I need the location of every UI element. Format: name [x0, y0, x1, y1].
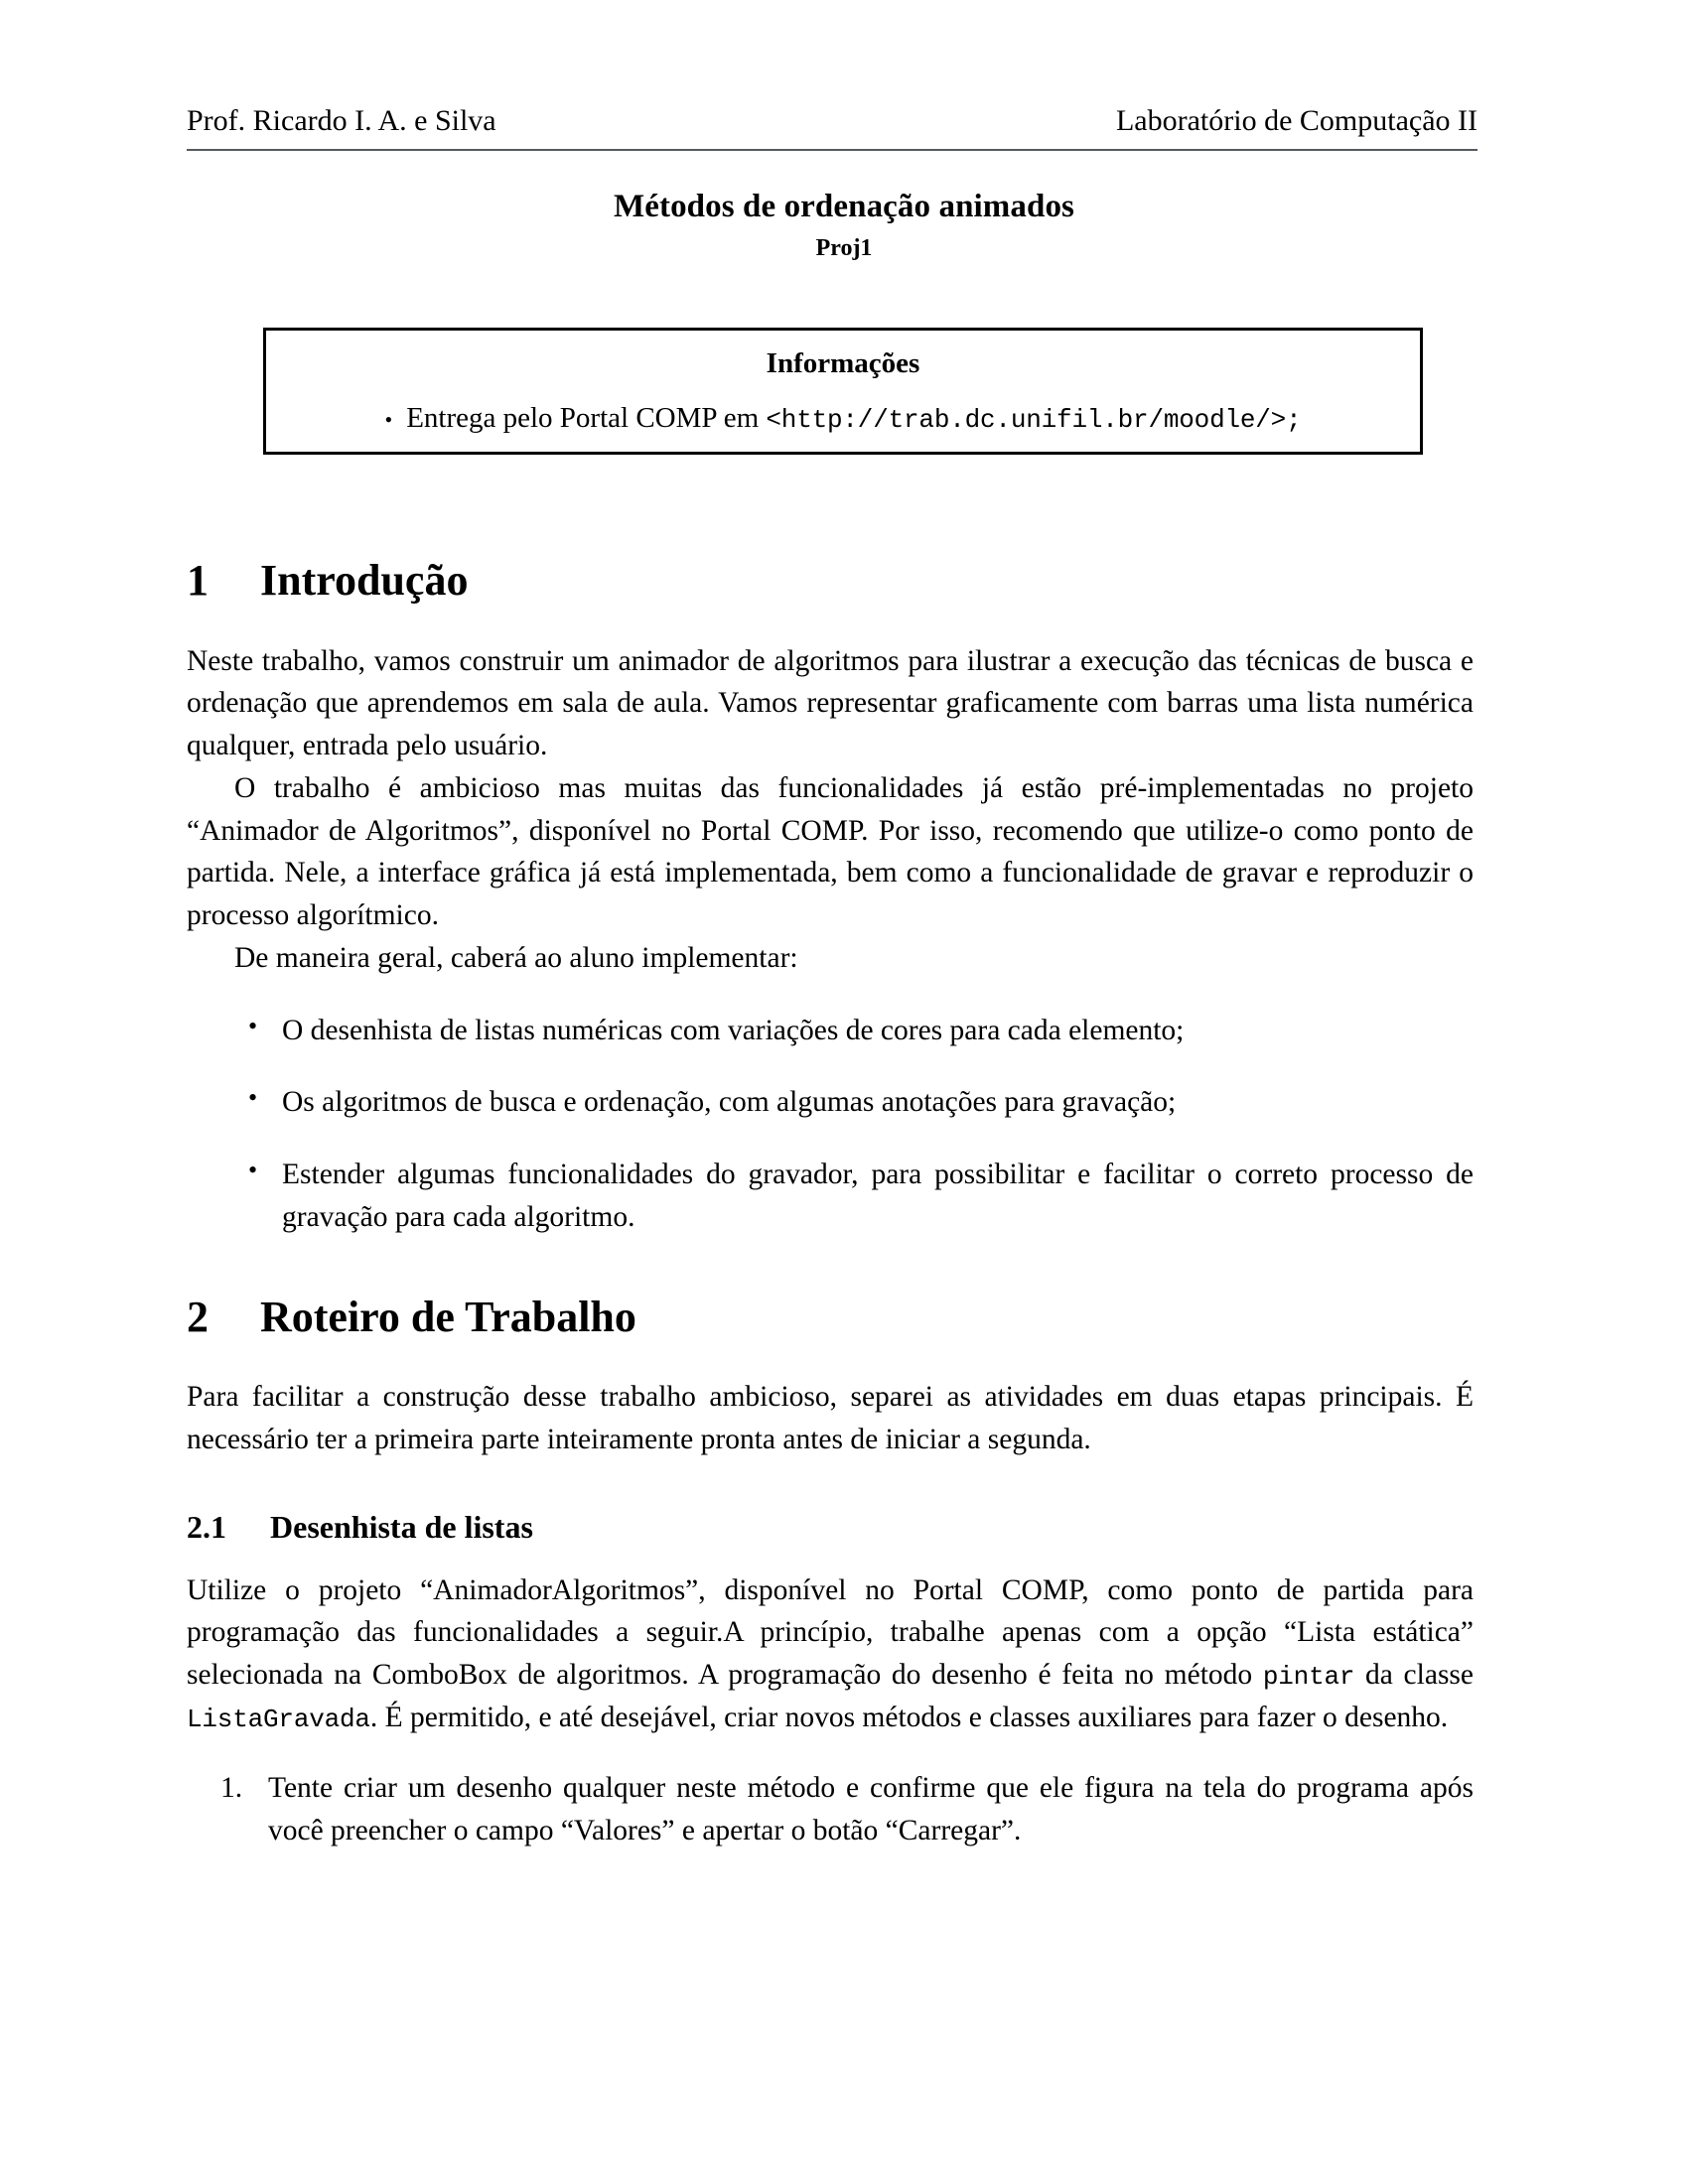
section1-bullet-list — [187, 1010, 1474, 1239]
document-body — [187, 556, 1474, 1875]
code-term-listagravada: ListaGravada — [187, 1705, 370, 1734]
info-box-list — [266, 402, 1420, 435]
info-box-item-text — [406, 402, 1301, 435]
subsection2-1-numbered-list — [187, 1767, 1474, 1852]
info-box-item — [266, 402, 1420, 435]
document-subtitle: Proj1 — [815, 235, 873, 261]
section1-paragraph-3: De maneira geral, caberá ao aluno implementar: — [234, 941, 798, 974]
info-box-heading: Informações — [766, 347, 920, 379]
list-item: Tente criar um desenho qualquer neste método e confirme que ele figura na tela do programa após você preencher o campo “Valores” e apertar o botão “Carregar”. — [268, 1771, 1474, 1846]
para-text-a: Utilize o projeto “AnimadorAlgoritmos”, disponível no Portal COMP, como ponto de partida para programação das funcionalidades a seguir.A princípio, trabalhe apenas com a opção “Lista estática” selecionada na ComboBox de algoritmos. A programação do desenho é feita no método — [187, 1573, 1474, 1692]
section-heading-1 — [187, 556, 1474, 607]
subsection2-1-paragraph-1 — [187, 1570, 1474, 1739]
section2-paragraph-1: Para facilitar a construção desse trabalho ambicioso, separei as atividades em duas etapas principais. É necessário ter a primeira parte inteiramente pronta antes de iniciar a segunda. — [187, 1381, 1474, 1456]
header-author: Prof. Ricardo I. A. e Silva — [187, 104, 496, 137]
subsection-heading-2-1 — [187, 1509, 1474, 1546]
para-text-b: da classe — [1354, 1659, 1474, 1692]
section-title-1: Introdução — [260, 556, 469, 605]
subsection-title-2-1: Desenhista de listas — [270, 1508, 533, 1545]
para-text-c: . É permitido, e até desejável, criar novos métodos e classes auxiliares para fazer o desenho. — [369, 1702, 1449, 1733]
subsection-number-2-1: 2.1 — [187, 1508, 226, 1545]
list-item: • O desenhista de listas numéricas com variações de cores para cada elemento; — [248, 1010, 1474, 1052]
bullet-icon: • — [384, 407, 393, 432]
info-box-item-prefix: Entrega pelo Portal COMP em — [406, 402, 767, 434]
spacer — [187, 1239, 1474, 1293]
section-heading-2 — [187, 1293, 1474, 1343]
spacer — [187, 1461, 1474, 1509]
section1-paragraph-2: O trabalho é ambicioso mas muitas das funcionalidades já estão pré-implementadas no projeto “Animador de Algoritmos”, disponível no Portal COMP. Por isso, recomendo que utilize-o como ponto de partida. Nele, a interface gráfica já está implementada, bem como a funcionalidade de gravar e reproduzir o processo algorítmico. — [187, 771, 1474, 932]
section-number-1: 1 — [187, 556, 209, 605]
running-header — [187, 103, 1477, 139]
info-box-item-url: <http://trab.dc.unifil.br/moodle/>; — [766, 405, 1302, 435]
section-number-2: 2 — [187, 1292, 209, 1341]
list-item: • Estender algumas funcionalidades do gravador, para possibilitar e facilitar o correto processo de gravação para cada algoritmo. — [248, 1154, 1474, 1239]
section1-paragraph-1: Neste trabalho, vamos construir um animador de algoritmos para ilustrar a execução das técnicas de busca e ordenação que aprendemos em sala de aula. Vamos representar graficamente com barras uma lista numérica qualquer, entrada pelo usuário. — [187, 644, 1474, 762]
list-item: • Os algoritmos de busca e ordenação, com algumas anotações para gravação; — [248, 1081, 1474, 1124]
header-course: Laboratório de Computação II — [1115, 104, 1477, 137]
info-box — [263, 328, 1423, 455]
document-title: Métodos de ordenação animados — [614, 189, 1074, 224]
code-term-pintar: pintar — [1262, 1662, 1355, 1693]
header-rule — [187, 149, 1477, 151]
section-title-2: Roteiro de Trabalho — [260, 1292, 636, 1341]
